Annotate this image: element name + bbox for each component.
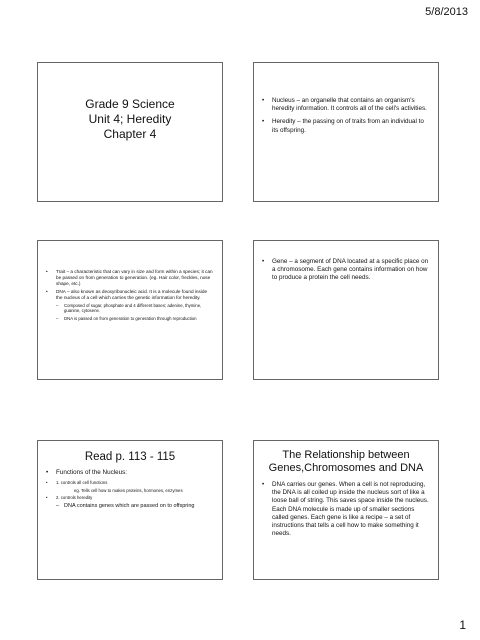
bullet-list xyxy=(254,475,438,538)
slide-1 xyxy=(37,62,223,202)
slide-3 xyxy=(37,240,223,380)
title-line: Chapter 4 xyxy=(103,127,157,141)
slide-title xyxy=(254,449,438,475)
sub-bullet-item: – DNA contains genes which are passed on to offspring xyxy=(46,503,214,510)
bullet-item: • 2. controls heredity xyxy=(46,495,214,501)
slide-title xyxy=(38,97,222,142)
bullet-list xyxy=(254,241,438,283)
title-line: Unit 4; Heredity xyxy=(88,112,172,126)
bullet-item: • DNA carries our genes. When a cell is not reproducing, the DNA is all coiled up inside the nucleus sort of like a loose ball of string. This saves space inside the nucleus. Each DNA molecule is made up of smaller sections called genes. Each gene is like a recipe – a set of instructions that tells a cell how to make something it needs. xyxy=(262,481,430,538)
bullet-list xyxy=(38,463,222,510)
bullet-item: • Gene – a segment of DNA located at a specific place on a chromosome. Each gene contains information on how to produce a protein the cell needs. xyxy=(262,258,430,283)
bullet-item: • Trait – a characteristic that can vary in size and form within a species; it can be passed on from generation to generation. (eg. Hair color, freckles, nose shape, etc.) xyxy=(46,269,214,287)
bullet-list xyxy=(38,241,222,321)
sub-bullet-item: – DNA is passed on from generation to generation through reproduction xyxy=(46,316,214,321)
page-number: 1 xyxy=(459,618,466,632)
bullet-item: • 1. controls all cell functions xyxy=(46,480,214,486)
example-text: eg. Tells cell how to makes proteins, hormones, enzymes xyxy=(74,487,183,493)
sub-bullet-item: – Composed of sugar, phosphate and 4 different bases; adenine, thymine, guanine, cytosene. xyxy=(46,303,214,314)
bullet-item: • Functions of the Nucleus: xyxy=(46,469,214,477)
slide-2 xyxy=(253,62,439,202)
page-date: 5/8/2013 xyxy=(425,6,468,18)
title-line: Genes,Chromosomes and DNA xyxy=(268,462,424,474)
bullet-list xyxy=(254,63,438,135)
slide-5 xyxy=(37,440,223,580)
slide-title: Read p. 113 - 115 xyxy=(84,451,176,463)
bullet-item: • Nucleus – an organelle that contains an organism's heredity information. It controls all of the cell's activities. xyxy=(262,97,430,113)
bullet-item: • Heredity – the passing on of traits from an individual to its offspring. xyxy=(262,118,430,134)
bullet-item: • DNA – also known as deoxyribonucleic acid. It is a molecule found inside the nucleus of a cell which carries the genetic information for heredity. xyxy=(46,289,214,301)
slide-4 xyxy=(253,240,439,380)
title-line: Grade 9 Science xyxy=(85,97,175,111)
slide-6 xyxy=(253,440,439,580)
title-line: The Relationship between xyxy=(282,449,410,461)
